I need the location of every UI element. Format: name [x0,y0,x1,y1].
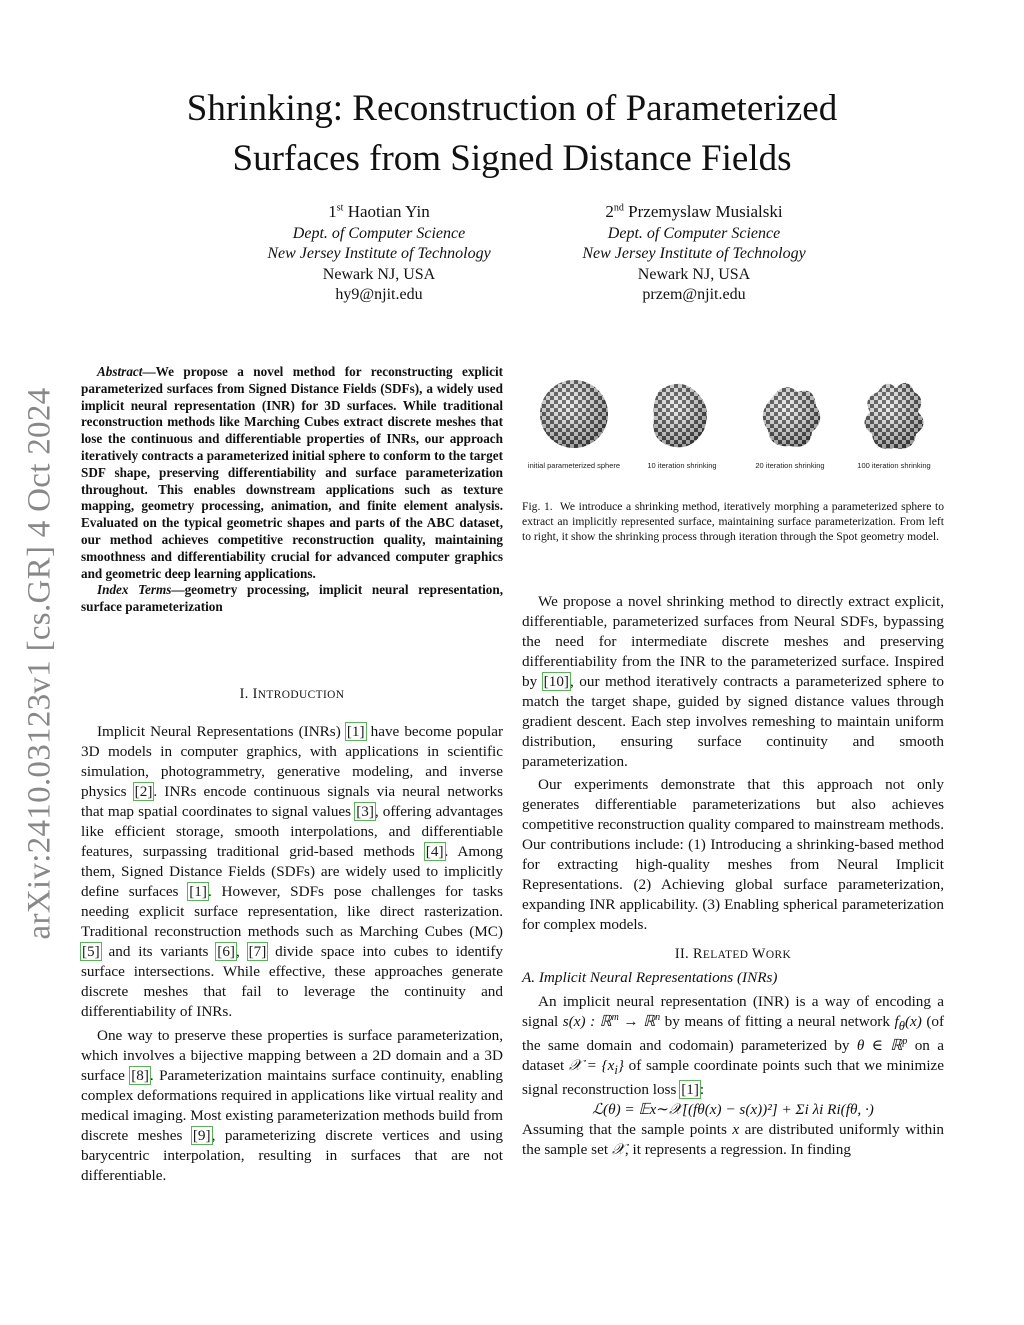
author-dept: Dept. of Computer Science [292,224,466,242]
sphere-panel [540,380,608,448]
arxiv-stamp-text: arXiv:2410.03123v1 [cs.GR] 4 Oct 2024 [21,387,58,939]
citation-link[interactable]: [9] [192,1127,211,1144]
figure-panel-label: 100 iteration shrinking [857,461,931,470]
intro-body [81,722,503,1186]
abstract-text: Abstract—We propose a novel method for reconstructing explicit parameterized surfaces from Signed Distance Fields (SDFs), a widely used implicit neural representation (INR) for 3D surfaces. While traditional reconstruction methods like Marching Cubes extract discrete meshes that lose the continuous and differentiable properties of INRs, our approach iteratively contracts a parameterized initial sphere to conform to the target SDF shape, preserving differentiability and surface parameterization throughout. This enables downstream applications such as texture mapping, geometry processing, animation, and finite element analysis. Evaluated on the typical geometric shapes and parts of the ABC dataset, our method achieves competitive reconstruction quality, maintaining smoothness and differentiability crucial for advanced computer graphics and geometric deep learning applications. [81,364,503,581]
author-name: 1st Haotian Yin [328,202,430,221]
section-1-heading: I. INTRODUCTION [239,686,345,702]
figure-1-caption: Fig. 1. We introduce a shrinking method, iteratively morphing a parameterized sphere to extract an implicitly represented surface, maintaining surface parameterization. From left to right, it show the shrinking process through iteration through the Spot geometry model. [522,500,945,543]
citation-link[interactable]: [1] [346,723,365,740]
citation-link[interactable]: [5] [82,943,100,960]
author-email[interactable]: przem@njit.edu [642,286,746,303]
right-column [522,592,944,1160]
intro-paragraph-1: Implicit Neural Representations (INRs) [1] have become popular 3D models in computer graphics, with applications in scientific simulation, photogrammetry, generative modeling, and inverse physics [2]. INRs encode continuous signals via neural networks that map spatial coordinates to signal values [3], offering advantages like efficient storage, smooth interpolations, and differentiable features, surpassing traditional grid-based methods [4]. Among them, Signed Distance Fields (SDFs) are widely used to implicitly define surfaces [1]. However, SDFs pose challenges for tasks needing explicit surface representation, like direct rasterization. Traditional reconstruction methods such as Marching Cubes (MC) [5] and its variants [6], [7] divide space into cubes to identify surface intersections. While effective, these approaches generate discrete meshes that fail to leverage the continuity and differentiability of INRs. [81,723,504,1020]
author-location: Newark NJ, USA [322,265,436,283]
title-line-1: Shrinking: Reconstruction of Parameterized [186,88,838,129]
regression-paragraph: Assuming that the sample points x are distributed uniformly within the sample set 𝒳, it represents a regression. In finding [522,1121,945,1159]
abstract [81,364,503,616]
shrink-10-panel [653,384,707,447]
inr-paragraph: An implicit neural representation (INR) is a way of encoding a signal s(x) : ℝ$^m$ → ℝ$^n$ by means of fitting a neural network $f_\theta(x)$ (of the same domain and codomain) parameterized by θ ∈ ℝ$^p$ on a dataset 𝒳 = $\{x_i\}$ of sample coordinate points such that we minimize signal reconstruction loss [1]: [522,993,945,1099]
citation-link[interactable]: [1] [189,883,207,900]
figure-panel-label: 20 iteration shrinking [755,461,825,470]
citation-link[interactable]: [6] [217,943,235,960]
abstract-label: Abstract [97,364,143,379]
author-dept: Dept. of Computer Science [607,224,781,242]
intro-paragraph-2: One way to preserve these properties is surface parameterization, which involves a bijective mapping between a 2D domain and a 3D surface [8]. Parameterization maintains surface continuity, enabling complex deformations required in applications like virtual reality and medical imaging. Most existing parameterization methods build from discrete meshes [9], parameterizing discrete vertices and using barycentric interpolation, resulting in surfaces that are not differentiable. [81,1027,503,1184]
author-location: Newark NJ, USA [637,265,751,283]
contribution-paragraph-2: Our experiments demonstrate that this approach not only generates differentiable parameterizations but also achieves competitive reconstruction quality compared to mainstream methods. Our contributions include: (1) Introducing a shrinking-based method for extracting high-quality meshes from Neural Implicit Representations. (2) Achieving global surface parameterization, expanding INR applicability. (3) Enabling spherical parameterization for complex models. [522,776,944,933]
author-institution: New Jersey Institute of Technology [582,245,806,262]
index-terms-label: Index Terms [97,582,172,598]
caption-label: Fig. 1. [522,500,553,513]
citation-link[interactable]: [8] [131,1067,149,1084]
paper-title [110,84,914,184]
author-institution: New Jersey Institute of Technology [267,245,491,262]
author-block-2 [544,202,844,306]
citation-link[interactable]: [1] [681,1081,699,1099]
contribution-paragraph-1: We propose a novel shrinking method to directly extract explicit, differentiable, parameterized surfaces from Neural SDFs, bypassing the need for intermediate discrete meshes and preserving differentiability from the INR to the parameterized surface. Inspired by [10], our method iteratively contracts a parameterized sphere to match the target shape, guided by signed distance values through gradient descent. Each step involves remeshing to maintain uniform distribution, ensuring surface continuity and smooth parameterization. [522,593,944,770]
citation-link[interactable]: [10] [543,673,569,690]
index-terms: Index Terms—geometry processing, implicit neural representation, surface parameterization [81,582,504,615]
loss-equation: ℒ(θ) = 𝔼x∼𝒳[(fθ(x) − s(x))²] + Σi λi Ri(fθ, ·) [592,1101,874,1119]
author-name: 2nd Przemyslaw Musialski [605,202,783,221]
figure-panel-label: 10 iteration shrinking [647,461,717,470]
shrink-100-panel [864,383,923,449]
citation-link[interactable]: [2] [134,783,153,800]
figure-1 [522,368,944,480]
citation-link[interactable]: [7] [248,943,267,960]
citation-link[interactable]: [3] [356,803,374,820]
section-2-heading: II. RELATED WORK [674,946,792,962]
figure-panel-label: initial parameterized sphere [527,461,621,470]
arxiv-stamp [18,362,62,964]
citation-link[interactable]: [4] [425,843,444,860]
title-line-2: Surfaces from Signed Distance Fields [232,138,792,179]
figure-1-image [522,368,944,480]
author-email[interactable]: hy9@njit.edu [335,286,423,303]
shrink-20-panel [763,387,820,447]
subsection-heading: A. Implicit Neural Representations (INRs) [522,969,778,986]
author-block-1 [229,202,529,306]
